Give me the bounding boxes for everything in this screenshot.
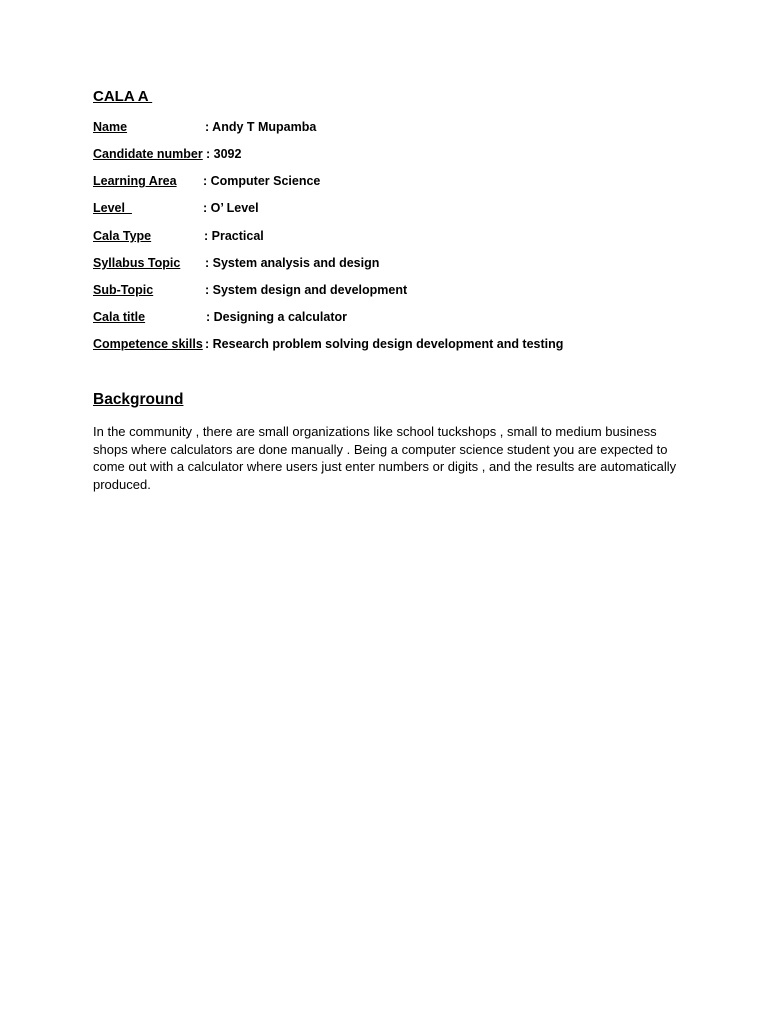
field-value: : System design and development bbox=[205, 283, 408, 297]
field-value: : System analysis and design bbox=[205, 256, 380, 270]
field-value: : Computer Science bbox=[203, 174, 321, 188]
field-value: : Andy T Mupamba bbox=[205, 120, 317, 134]
field-value: : Research problem solving design development and testing bbox=[205, 337, 564, 351]
field-label: Name bbox=[93, 120, 128, 134]
field-label: Learning Area bbox=[93, 174, 177, 188]
field-label: Sub-Topic bbox=[93, 283, 154, 297]
field-label: Competence skills bbox=[93, 337, 203, 351]
field-label: Cala Type bbox=[93, 229, 152, 243]
field-label: Syllabus Topic bbox=[93, 256, 181, 270]
document-title: CALA A bbox=[93, 88, 153, 105]
background-heading: Background bbox=[93, 391, 184, 408]
field-label: Level bbox=[93, 201, 132, 215]
field-value: : Designing a calculator bbox=[206, 310, 348, 324]
field-label: Candidate number bbox=[93, 147, 203, 161]
field-value: : 3092 bbox=[206, 147, 242, 161]
field-value: : O’ Level bbox=[203, 201, 259, 215]
field-value: : Practical bbox=[204, 229, 264, 243]
field-label: Cala title bbox=[93, 310, 146, 324]
background-paragraph: In the community , there are small organizations like school tuckshops , small to medium business shops where calculators are done manually . Being a computer science student you are expected to come out with a calculator where users just enter numbers or digits , and the results are automatically produced. bbox=[93, 424, 677, 492]
